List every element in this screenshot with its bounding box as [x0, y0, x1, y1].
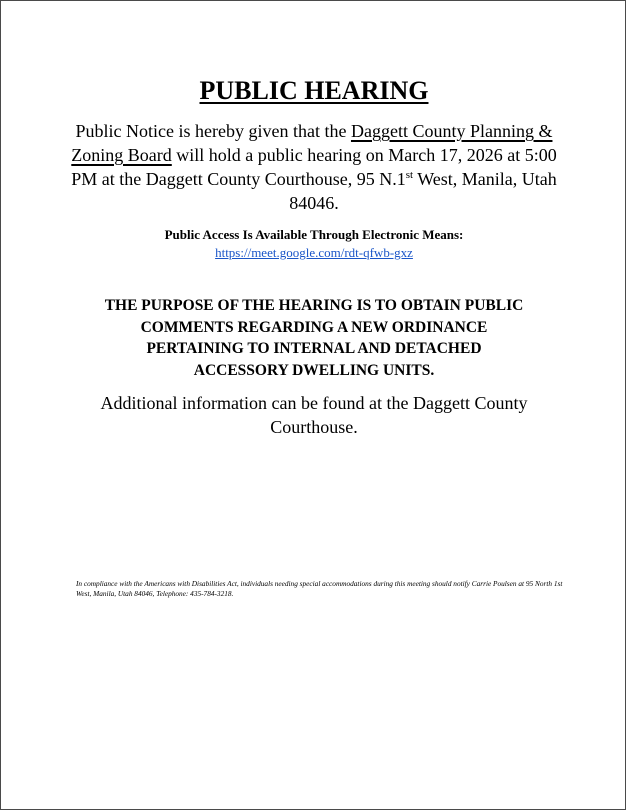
- ada-disclaimer: In compliance with the Americans with Disabilities Act, individuals needing special accommodations during this meeting should notify Carrie Poulsen at 95 North 1st West, Manila, Utah 84046, Telephone: 435-784-3218.: [76, 579, 563, 598]
- meeting-link-row: [1, 244, 626, 261]
- meeting-link[interactable]: https://meet.google.com/rdt-qfwb-gxz: [215, 245, 413, 260]
- access-heading: Public Access Is Available Through Electronic Means:: [164, 227, 464, 242]
- intro-text-start: Public Notice is hereby given that the: [75, 121, 347, 141]
- intro-text-end: West, Manila, Utah 84046.: [289, 169, 557, 213]
- board-name: Daggett County Planning & Zoning Board: [71, 121, 553, 165]
- ordinal-suffix: st: [405, 169, 414, 181]
- intro-text-middle: will hold a public hearing on March 17, 2026 at 5:00 PM at the Daggett County Courthouse, 95 N.1: [71, 145, 557, 189]
- page-title-text: PUBLIC HEARING: [199, 76, 429, 105]
- page-title: [1, 75, 626, 107]
- hearing-purpose: THE PURPOSE OF THE HEARING IS TO OBTAIN PUBLIC COMMENTS REGARDING A NEW ORDINANCE PERTAINING TO INTERNAL AND DETACHED ACCESSORY DWELLING UNITS.: [104, 297, 524, 379]
- notice-intro-paragraph: [71, 119, 557, 215]
- additional-info: Additional information can be found at the Daggett County Courthouse.: [100, 393, 528, 437]
